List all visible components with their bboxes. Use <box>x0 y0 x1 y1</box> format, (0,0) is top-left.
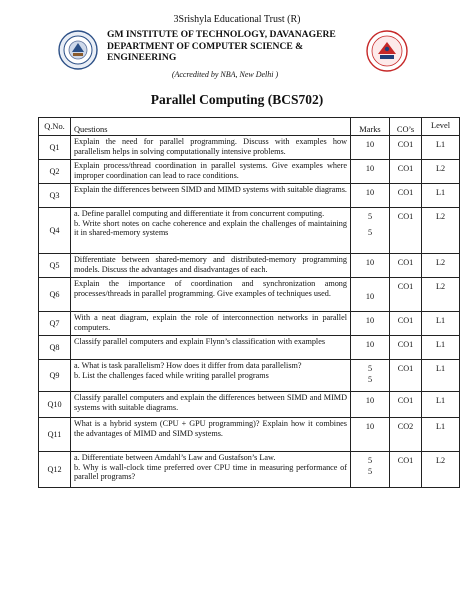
co-value: CO1 <box>390 160 422 184</box>
question-number: Q2 <box>39 160 71 184</box>
nba-logo <box>366 30 408 72</box>
marks-value: 10 <box>351 418 390 452</box>
accreditation-note: (Accredited by NBA, New Delhi ) <box>171 70 279 79</box>
table-row <box>39 312 460 336</box>
level-value: L2 <box>422 452 460 488</box>
marks-value: 10 <box>351 184 390 208</box>
question-number: Q7 <box>39 312 71 336</box>
co-value: CO1 <box>390 452 422 488</box>
table-row <box>39 136 460 160</box>
question-text: With a neat diagram, explain the role of interconnection networks in parallel computers. <box>71 312 351 336</box>
header-cos: CO’s <box>390 118 422 136</box>
table-row <box>39 184 460 208</box>
co-value: CO1 <box>390 278 422 312</box>
question-number: Q3 <box>39 184 71 208</box>
table-row <box>39 160 460 184</box>
marks-value: 10 <box>351 254 390 278</box>
question-part-a: a. What is task parallelism? How does it differ from data parallelism? <box>74 361 302 370</box>
table-row <box>39 278 460 312</box>
co-value: CO1 <box>390 336 422 360</box>
question-text: Classify parallel computers and explain the differences between SIMD and MIMD systems with suitable diagrams. <box>71 392 351 418</box>
level-value: L2 <box>422 208 460 254</box>
co-value: CO1 <box>390 254 422 278</box>
co-value: CO2 <box>390 418 422 452</box>
co-value: CO1 <box>390 312 422 336</box>
question-number: Q1 <box>39 136 71 160</box>
question-number: Q11 <box>39 418 71 452</box>
marks-part-b: 5 <box>367 375 373 384</box>
marks-part-b: 5 <box>367 228 373 237</box>
marks-part-a: 5 <box>367 212 373 221</box>
question-text: Explain the differences between SIMD and MIMD systems with suitable diagrams. <box>71 184 351 208</box>
trust-name: 3Srishyla Educational Trust (R) <box>173 14 301 25</box>
question-number: Q9 <box>39 360 71 392</box>
department-line-1: DEPARTMENT OF COMPUTER SCIENCE & <box>107 40 304 52</box>
table-row <box>39 360 460 392</box>
level-value: L1 <box>422 184 460 208</box>
institute-logo <box>58 30 98 70</box>
co-value: CO1 <box>390 208 422 254</box>
co-value: CO1 <box>390 184 422 208</box>
document-title: Parallel Computing (BCS702) <box>150 92 324 107</box>
question-text: Explain the importance of coordination and synchronization among processes/threads in parallel programming. Give examples of techniques used. <box>71 278 351 312</box>
question-part-b: b. Write short notes on cache coherence and explain the challenges of maintaining it in shared-memory systems <box>74 218 347 238</box>
question-part-b: b. Why is wall-clock time preferred over CPU time in measuring performance of parallel programs? <box>74 462 347 482</box>
table-row <box>39 208 460 254</box>
table-row <box>39 336 460 360</box>
table-row <box>39 452 460 488</box>
question-number: Q8 <box>39 336 71 360</box>
table-row <box>39 254 460 278</box>
level-value: L1 <box>422 312 460 336</box>
level-value: L2 <box>422 160 460 184</box>
marks-part-b: 5 <box>367 467 373 476</box>
question-part-b: b. List the challenges faced while writing parallel programs <box>74 370 269 380</box>
level-value: L1 <box>422 136 460 160</box>
marks-value: 10 <box>351 278 390 312</box>
question-text: Explain the need for parallel programming. Discuss with examples how parallelism helps in solving computationally intensive problems. <box>71 136 351 160</box>
marks-part-a: 5 <box>367 456 373 465</box>
co-value: CO1 <box>390 360 422 392</box>
question-number: Q5 <box>39 254 71 278</box>
level-value: L1 <box>422 392 460 418</box>
co-value: CO1 <box>390 136 422 160</box>
question-part-a: a. Differentiate between Amdahl’s Law and Gustafson’s Law. <box>74 453 276 462</box>
question-text: Differentiate between shared-memory and distributed-memory programming models. Discuss the advantages and disadvantages of each. <box>71 254 351 278</box>
header-qno: Q.No. <box>39 118 71 136</box>
table-header-row <box>39 118 460 136</box>
question-number: Q6 <box>39 278 71 312</box>
level-value: L1 <box>422 360 460 392</box>
level-value: L2 <box>422 254 460 278</box>
question-number: Q12 <box>39 452 71 488</box>
header-questions: Questions <box>71 118 351 136</box>
table-row <box>39 418 460 452</box>
level-value: L1 <box>422 336 460 360</box>
header-level: Level <box>422 118 460 136</box>
marks-part-a: 5 <box>367 364 373 373</box>
marks-value: 10 <box>351 336 390 360</box>
marks-value: 10 <box>351 392 390 418</box>
level-value: L2 <box>422 278 460 312</box>
institute-name: GM INSTITUTE OF TECHNOLOGY, DAVANAGERE <box>107 29 336 40</box>
marks-value: 10 <box>351 136 390 160</box>
table-row <box>39 392 460 418</box>
department-line-2: ENGINEERING <box>107 52 177 63</box>
question-text: What is a hybrid system (CPU + GPU programming)? Explain how it combines the advantages of MIMD and SIMD systems. <box>71 418 351 452</box>
question-number: Q4 <box>39 208 71 254</box>
header-marks: Marks <box>351 118 390 136</box>
level-value: L1 <box>422 418 460 452</box>
co-value: CO1 <box>390 392 422 418</box>
question-text: Classify parallel computers and explain Flynn’s classification with examples <box>71 336 351 360</box>
question-text: Explain process/thread coordination in parallel systems. Give examples where improper coordination can lead to race conditions. <box>71 160 351 184</box>
marks-value: 10 <box>351 312 390 336</box>
question-number: Q10 <box>39 392 71 418</box>
question-part-a: a. Define parallel computing and differentiate it from concurrent computing. <box>74 209 325 218</box>
question-table <box>38 117 460 488</box>
marks-value: 10 <box>351 160 390 184</box>
